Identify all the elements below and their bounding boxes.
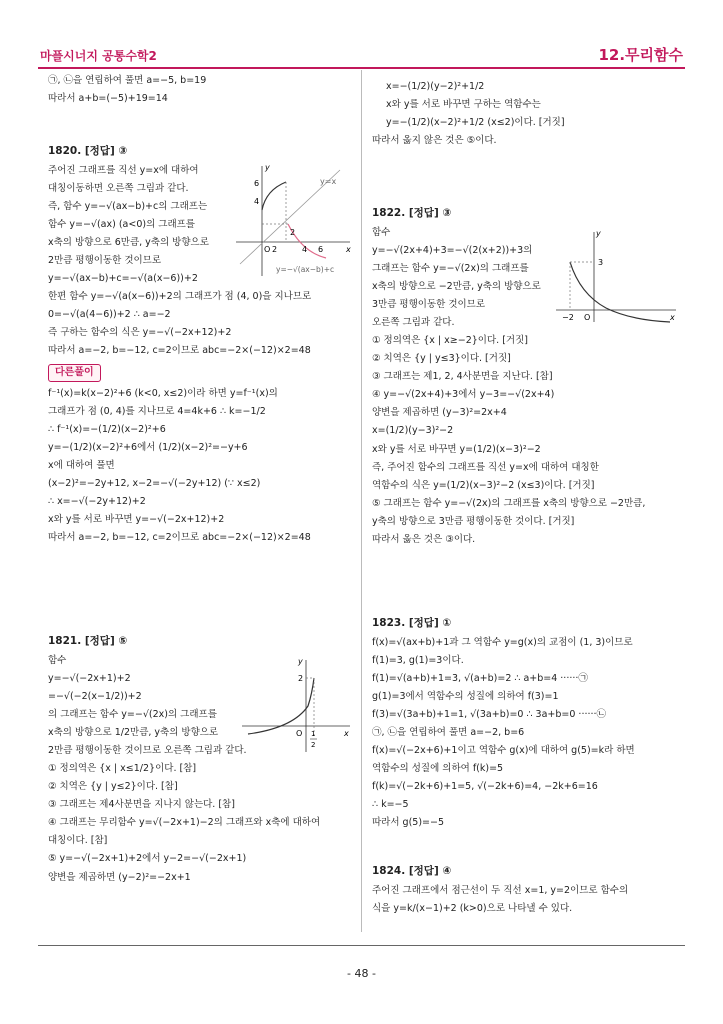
tick-label: −2 xyxy=(562,313,574,322)
text-line: ㉠, ㉡을 연립하여 풀면 a=−2, b=6 xyxy=(372,727,525,739)
origin-label: O xyxy=(264,245,271,254)
text-line: y축의 방향으로 3만큼 평행이동한 것이다. [거짓] xyxy=(372,515,575,527)
text-line: ④ 그래프는 무리함수 y=√(−2x+1)−2의 그래프와 x축에 대하여 xyxy=(48,817,321,829)
curve xyxy=(248,678,314,734)
text-line: ④ y=−√(2x+4)+3에서 y−3=−√(2x+4) xyxy=(372,389,555,401)
curve-dark xyxy=(262,182,286,210)
tick-label: 3 xyxy=(598,258,604,267)
tick-label: 2 xyxy=(311,741,316,749)
header-rule xyxy=(38,67,685,69)
text-line: ⑤ y=−√(−2x+1)+2에서 y−2=−√(−2x+1) xyxy=(48,853,247,865)
problem-1823 xyxy=(372,614,682,832)
tick-label: 6 xyxy=(318,245,324,254)
column-divider xyxy=(361,70,362,932)
tick-label: 1 xyxy=(311,730,316,738)
text-line: ∴ k=−5 xyxy=(372,799,409,811)
text-line: x와 y를 서로 바꾸면 y=−√(−2x+12)+2 xyxy=(48,513,225,525)
text-line: 따라서 g(5)=−5 xyxy=(372,817,445,829)
text-line: g(1)=3에서 역함수의 성질에 의하여 f(3)=1 xyxy=(372,691,559,703)
header-book-title: 마플시너지 공통수학2 xyxy=(40,49,157,63)
header-chapter-title: 12.무리함수 xyxy=(598,46,683,64)
text-line: x=(1/2)(y−3)²−2 xyxy=(372,425,454,437)
text-line: 대칭이다. [참] xyxy=(48,835,108,847)
line-label-yx: y=x xyxy=(320,177,337,186)
text-line: 함수 xyxy=(372,226,391,238)
tick-label: 2 xyxy=(298,674,304,683)
text-line: 2만큼 평행이동한 것이므로 xyxy=(48,255,162,267)
footer-rule xyxy=(38,945,685,946)
text-line: (x−2)²=−2y+12, x−2=−√(−2y+12) (∵ x≤2) xyxy=(48,477,261,489)
problem-1824 xyxy=(372,862,682,918)
text-line: 그래프가 점 (0, 4)를 지나므로 4=4k+6 ∴ k=−1/2 xyxy=(48,405,266,417)
axis-y-label: y xyxy=(298,657,303,666)
text-line: 양변을 제곱하면 (y−3)²=2x+4 xyxy=(372,407,507,419)
graph-1821 xyxy=(238,656,353,756)
text-line: y=−(1/2)(x−2)²+6에서 (1/2)(x−2)²=−y+6 xyxy=(48,441,248,453)
text-line: x와 y를 서로 바꾸면 y=(1/2)(x−3)²−2 xyxy=(372,443,541,455)
text-line: ② 치역은 {y | y≤2}이다. [참] xyxy=(48,781,178,793)
tick-label: 2 xyxy=(272,245,278,254)
axis-y-label: y xyxy=(596,229,601,238)
text-line: 역함수의 식은 y=(1/2)(x−3)²−2 (x≤3)이다. [거짓] xyxy=(372,479,595,491)
text-line: f(x)=√(−2x+6)+1이고 역함수 g(x)에 대하여 g(5)=k라 하면 xyxy=(372,745,635,757)
page-number: - 48 - xyxy=(347,967,376,980)
tick-label: 4 xyxy=(254,197,260,206)
text-line: 의 그래프는 함수 y=−√(2x)의 그래프를 xyxy=(48,709,217,721)
text-line: f(1)=√(a+b)+1=3, √(a+b)=2 ∴ a+b=4 ······㉠ xyxy=(372,673,588,685)
problem-heading: 1821. [정답] ⑤ xyxy=(48,635,128,647)
text-line: x축의 방향으로 −2만큼, y축의 방향으로 xyxy=(372,281,541,293)
text-line: f(3)=√(3a+b)+1=1, √(3a+b)=0 ∴ 3a+b=0 ······㉡ xyxy=(372,709,607,721)
text-line: x와 y를 서로 바꾸면 구하는 역함수는 xyxy=(386,99,541,111)
text-line: 함수 y=−√(ax) (a<0)의 그래프를 xyxy=(48,219,195,231)
text-line: 양변을 제곱하면 (y−2)²=−2x+1 xyxy=(48,871,191,883)
text-line: ① 정의역은 {x | x≤1/2}이다. [참] xyxy=(48,763,197,775)
curve-label: y=−√(ax−b)+c xyxy=(276,265,335,274)
text-line: f(x)=√(ax+b)+1과 그 역함수 y=g(x)의 교점이 (1, 3)이므로 xyxy=(372,636,633,648)
text-line: 주어진 그래프에서 점근선이 두 직선 x=1, y=2이므로 함수의 xyxy=(372,884,629,896)
origin-label: O xyxy=(584,313,591,322)
text-line: 따라서 옳지 않은 것은 ⑤이다. xyxy=(372,135,497,147)
graph-1820 xyxy=(232,160,354,278)
text-line: 따라서 a=−2, b=−12, c=2이므로 abc=−2×(−12)×2=48 xyxy=(48,531,311,543)
text-line: 따라서 a=−2, b=−12, c=2이므로 abc=−2×(−12)×2=48 xyxy=(48,345,311,357)
text-line: 3만큼 평행이동한 것이므로 xyxy=(372,299,486,311)
problem-heading: 1822. [정답] ③ xyxy=(372,207,452,219)
text-line: ⑤ 그래프는 함수 y=−√(2x)의 그래프를 x축의 방향으로 −2만큼, xyxy=(372,497,646,509)
alt-solution-badge: 다른풀이 xyxy=(48,364,101,382)
text-line: y=−(1/2)(x−2)²+1/2 (x≤2)이다. [거짓] xyxy=(386,117,565,129)
origin-label: O xyxy=(296,729,303,738)
problem-heading: 1823. [정답] ① xyxy=(372,617,452,629)
problem-heading: 1824. [정답] ④ xyxy=(372,865,452,877)
text-line: 따라서 옳은 것은 ③이다. xyxy=(372,533,476,545)
text-line: 그래프는 함수 y=−√(2x)의 그래프를 xyxy=(372,263,529,275)
left-column xyxy=(48,72,353,108)
text-line: 오른쪽 그림과 같다. xyxy=(372,317,455,329)
text-line: =−√(−2(x−1/2))+2 xyxy=(48,691,142,703)
text-line: ∴ x=−√(−2y+12)+2 xyxy=(48,495,146,507)
text-line: 식을 y=k/(x−1)+2 (k>0)으로 나타낼 수 있다. xyxy=(372,902,573,914)
problem-heading: 1820. [정답] ③ xyxy=(48,145,128,157)
text-line: 따라서 a+b=(−5)+19=14 xyxy=(48,93,168,105)
axis-x-label: x xyxy=(346,245,351,254)
text-line: ① 정의역은 {x | x≥−2}이다. [거짓] xyxy=(372,335,528,347)
right-column-top xyxy=(372,78,682,150)
text-line: 함수 xyxy=(48,654,67,666)
text-line: ∴ f⁻¹(x)=−(1/2)(x−2)²+6 xyxy=(48,423,166,435)
text-line: ② 치역은 {y | y≤3}이다. [거짓] xyxy=(372,353,511,365)
text-line: f(k)=√(−2k+6)+1=5, √(−2k+6)=4, −2k+6=16 xyxy=(372,781,598,793)
text-line: 한편 함수 y=−√(a(x−6))+2의 그래프가 점 (4, 0)을 지나므로 xyxy=(48,291,312,303)
text-line: x축의 방향으로 1/2만큼, y축의 방향으로 xyxy=(48,727,219,739)
text-line: y=−√(2x+4)+3=−√(2(x+2))+3의 xyxy=(372,244,533,256)
text-line: 즉, 주어진 함수의 그래프를 직선 y=x에 대하여 대칭한 xyxy=(372,461,599,473)
text-line: x축의 방향으로 6만큼, y축의 방향으로 xyxy=(48,237,209,249)
text-line: 역함수의 성질에 의하여 f(k)=5 xyxy=(372,763,504,775)
text-line: ㉠, ㉡을 연립하여 풀면 a=−5, b=19 xyxy=(48,75,207,86)
tick-label: 6 xyxy=(254,179,260,188)
graph-1822 xyxy=(550,224,680,324)
text-line: 대칭이동하면 오른쪽 그림과 같다. xyxy=(48,182,189,194)
axis-x-label: x xyxy=(344,729,349,738)
text-line: 주어진 그래프를 직선 y=x에 대하여 xyxy=(48,164,199,176)
axis-y-label: y xyxy=(265,163,270,172)
axis-x-label: x xyxy=(670,313,675,322)
tick-label: 4 xyxy=(302,245,308,254)
text-line: 0=−√(a(4−6))+2 ∴ a=−2 xyxy=(48,309,171,321)
text-line: f(1)=3, g(1)=3이다. xyxy=(372,654,464,666)
text-line: x에 대하여 풀면 xyxy=(48,459,115,471)
text-line: 2만큼 평행이동한 것이므로 오른쪽 그림과 같다. xyxy=(48,745,247,757)
text-line: f⁻¹(x)=k(x−2)²+6 (k<0, x≤2)이라 하면 y=f⁻¹(x)의 xyxy=(48,387,278,399)
text-line: ③ 그래프는 제1, 2, 4사분면을 지난다. [참] xyxy=(372,371,553,383)
text-line: y=−√(ax−b)+c=−√(a(x−6))+2 xyxy=(48,273,198,285)
text-line: x=−(1/2)(y−2)²+1/2 xyxy=(386,81,485,92)
text-line: y=−√(−2x+1)+2 xyxy=(48,672,131,684)
text-line: ③ 그래프는 제4사분면을 지나지 않는다. [참] xyxy=(48,799,235,811)
text-line: 즉 구하는 함수의 식은 y=−√(−2x+12)+2 xyxy=(48,327,232,339)
tick-label: 2 xyxy=(290,228,296,237)
text-line: 즉, 함수 y=−√(ax−b)+c의 그래프는 xyxy=(48,201,208,213)
